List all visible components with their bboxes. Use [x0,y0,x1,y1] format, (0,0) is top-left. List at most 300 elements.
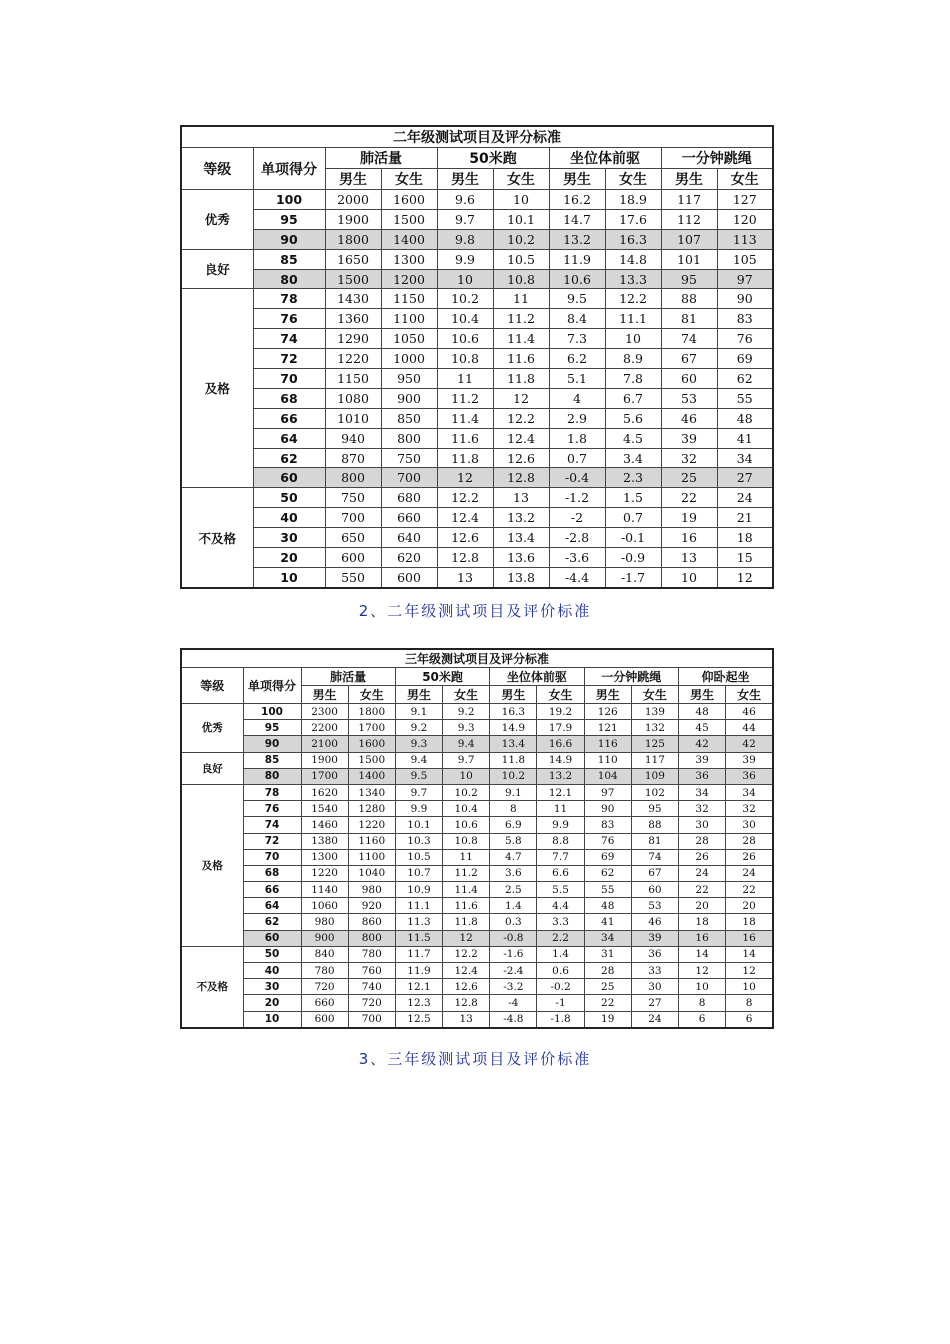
value-cell: 12 [679,963,726,979]
value-cell: 1220 [348,817,395,833]
value-cell: 53 [661,388,717,408]
value-cell: 1620 [301,784,348,800]
value-cell: 67 [631,865,678,881]
value-cell: 46 [631,914,678,930]
header-male: 男生 [325,169,381,190]
value-cell: 10.8 [437,349,493,369]
value-cell: 16 [726,930,773,946]
score-cell: 68 [253,388,325,408]
value-cell: 88 [631,817,678,833]
value-cell: 10.6 [443,817,490,833]
table-row [181,388,773,408]
value-cell: 112 [661,209,717,229]
value-cell: -2.4 [490,963,537,979]
value-cell: 48 [717,408,773,428]
value-cell: 10.4 [437,309,493,329]
score-cell: 85 [243,752,301,768]
value-cell: 780 [348,946,395,962]
value-cell: 920 [348,898,395,914]
value-cell: 14 [726,946,773,962]
value-cell: 13 [437,567,493,587]
value-cell: 67 [661,349,717,369]
table-row [181,209,773,229]
score-cell: 72 [253,349,325,369]
value-cell: 1220 [301,865,348,881]
value-cell: 1160 [348,833,395,849]
value-cell: 1060 [301,898,348,914]
value-cell: 10.2 [493,229,549,249]
value-cell: 9.5 [549,289,605,309]
value-cell: 18 [726,914,773,930]
table-row [181,865,773,881]
value-cell: 1400 [381,229,437,249]
value-cell: 24 [726,865,773,881]
value-cell: 1220 [325,349,381,369]
score-cell: 95 [243,720,301,736]
value-cell: 1900 [325,209,381,229]
table-row [181,752,773,768]
header-score: 单项得分 [243,668,301,704]
value-cell: 1280 [348,801,395,817]
value-cell: 19.2 [537,704,584,720]
grade-label: 及格 [181,289,253,488]
header-female: 女生 [348,686,395,704]
value-cell: 18.9 [605,190,661,210]
value-cell: 90 [584,801,631,817]
value-cell: 32 [726,801,773,817]
value-cell: 105 [717,249,773,269]
value-cell: 10 [437,269,493,289]
value-cell: 900 [301,930,348,946]
table-title: 二年级测试项目及评分标准 [181,126,773,148]
score-cell: 100 [243,704,301,720]
score-cell: 70 [253,369,325,389]
table-row [181,833,773,849]
value-cell: 12 [443,930,490,946]
value-cell: 28 [584,963,631,979]
value-cell: 13.6 [493,548,549,568]
value-cell: 9.1 [490,784,537,800]
value-cell: 740 [348,979,395,995]
value-cell: 3.3 [537,914,584,930]
value-cell: 1050 [381,329,437,349]
value-cell: 0.6 [537,963,584,979]
value-cell: -0.1 [605,528,661,548]
value-cell: 11 [537,801,584,817]
value-cell: 12.2 [493,408,549,428]
value-cell: 33 [631,963,678,979]
score-cell: 90 [253,229,325,249]
score-cell: 70 [243,849,301,865]
value-cell: 10.9 [395,882,442,898]
table-row [181,309,773,329]
value-cell: 700 [348,1011,395,1028]
value-cell: 1000 [381,349,437,369]
value-cell: 5.6 [605,408,661,428]
value-cell: 9.3 [443,720,490,736]
header-score: 单项得分 [253,148,325,190]
value-cell: 12.5 [395,1011,442,1028]
value-cell: 2.5 [490,882,537,898]
value-cell: 4 [549,388,605,408]
value-cell: 16 [679,930,726,946]
value-cell: 840 [301,946,348,962]
value-cell: 132 [631,720,678,736]
table-row [181,914,773,930]
header-item: 一分钟跳绳 [661,148,773,169]
value-cell: 10.2 [490,768,537,784]
value-cell: 16 [661,528,717,548]
value-cell: 32 [661,448,717,468]
score-cell: 74 [253,329,325,349]
value-cell: 62 [717,369,773,389]
value-cell: 9.8 [437,229,493,249]
value-cell: 9.7 [437,209,493,229]
header-item: 仰卧起坐 [679,668,774,686]
value-cell: 11.8 [443,914,490,930]
value-cell: 11.2 [493,309,549,329]
value-cell: 13.2 [493,508,549,528]
value-cell: 11.7 [395,946,442,962]
value-cell: 1080 [325,388,381,408]
value-cell: 88 [661,289,717,309]
value-cell: 3.4 [605,448,661,468]
value-cell: 2.9 [549,408,605,428]
value-cell: 1.4 [537,946,584,962]
value-cell: -2 [549,508,605,528]
value-cell: 13.3 [605,269,661,289]
table-row [181,979,773,995]
value-cell: 11.2 [437,388,493,408]
score-cell: 62 [243,914,301,930]
value-cell: 13.4 [490,736,537,752]
value-cell: 12.1 [537,784,584,800]
value-cell: 660 [301,995,348,1011]
value-cell: 10 [661,567,717,587]
value-cell: 76 [584,833,631,849]
score-cell: 62 [253,448,325,468]
value-cell: 2.3 [605,468,661,488]
value-cell: 1200 [381,269,437,289]
value-cell: 11.1 [395,898,442,914]
header-row [181,148,773,169]
score-cell: 64 [253,428,325,448]
value-cell: 980 [301,914,348,930]
value-cell: 110 [584,752,631,768]
value-cell: 9.5 [395,768,442,784]
header-item: 坐位体前驱 [490,668,584,686]
value-cell: 48 [584,898,631,914]
value-cell: 81 [661,309,717,329]
score-cell: 66 [253,408,325,428]
value-cell: 8 [679,995,726,1011]
value-cell: 11.8 [490,752,537,768]
header-male: 男生 [584,686,631,704]
score-cell: 80 [243,768,301,784]
header-male: 男生 [679,686,726,704]
score-cell: 90 [243,736,301,752]
value-cell: 16.6 [537,736,584,752]
value-cell: 10.4 [443,801,490,817]
value-cell: 41 [717,428,773,448]
value-cell: 940 [325,428,381,448]
table-row [181,720,773,736]
value-cell: 16.3 [605,229,661,249]
value-cell: 22 [726,882,773,898]
value-cell: 7.8 [605,369,661,389]
value-cell: -2.8 [549,528,605,548]
value-cell: 1150 [381,289,437,309]
value-cell: 1010 [325,408,381,428]
value-cell: 1100 [381,309,437,329]
value-cell: 121 [584,720,631,736]
value-cell: 15 [717,548,773,568]
value-cell: 12.4 [443,963,490,979]
table-row [181,736,773,752]
value-cell: 39 [631,930,678,946]
value-cell: 34 [679,784,726,800]
header-male: 男生 [301,686,348,704]
value-cell: 1540 [301,801,348,817]
value-cell: 16.2 [549,190,605,210]
table-row [181,289,773,309]
value-cell: 13.4 [493,528,549,548]
value-cell: 126 [584,704,631,720]
value-cell: 74 [661,329,717,349]
table-row [181,229,773,249]
value-cell: 10.5 [395,849,442,865]
header-female: 女生 [381,169,437,190]
value-cell: -1.8 [537,1011,584,1028]
table-row [181,704,773,720]
value-cell: 10.8 [493,269,549,289]
table-row [181,898,773,914]
value-cell: 10.8 [443,833,490,849]
value-cell: 17.6 [605,209,661,229]
value-cell: 39 [661,428,717,448]
header-item: 50米跑 [437,148,549,169]
value-cell: 12 [493,388,549,408]
table-row [181,946,773,962]
table-row [181,930,773,946]
table-row [181,508,773,528]
value-cell: 0.7 [549,448,605,468]
score-cell: 72 [243,833,301,849]
table-title-row [181,649,773,668]
value-cell: 60 [631,882,678,898]
value-cell: 10.2 [443,784,490,800]
value-cell: 69 [584,849,631,865]
value-cell: 22 [584,995,631,1011]
value-cell: 1400 [348,768,395,784]
value-cell: 860 [348,914,395,930]
value-cell: 12 [717,567,773,587]
value-cell: 550 [325,567,381,587]
score-cell: 20 [253,548,325,568]
value-cell: 20 [679,898,726,914]
grade2-standards-table [180,125,774,589]
header-item: 50米跑 [395,668,489,686]
value-cell: 127 [717,190,773,210]
value-cell: 19 [661,508,717,528]
value-cell: 13 [661,548,717,568]
value-cell: 22 [679,882,726,898]
value-cell: 7.3 [549,329,605,349]
table-row [181,768,773,784]
value-cell: 780 [301,963,348,979]
value-cell: 5.8 [490,833,537,849]
value-cell: 11.6 [493,349,549,369]
value-cell: 10.1 [493,209,549,229]
score-cell: 64 [243,898,301,914]
value-cell: 1900 [301,752,348,768]
value-cell: 660 [381,508,437,528]
value-cell: 8 [726,995,773,1011]
value-cell: 14.8 [605,249,661,269]
value-cell: 39 [726,752,773,768]
value-cell: 116 [584,736,631,752]
table-row [181,428,773,448]
value-cell: 12.2 [443,946,490,962]
value-cell: 12.4 [493,428,549,448]
value-cell: 30 [679,817,726,833]
value-cell: 120 [717,209,773,229]
table-row [181,995,773,1011]
value-cell: 0.3 [490,914,537,930]
value-cell: 45 [679,720,726,736]
value-cell: 18 [717,528,773,548]
value-cell: 680 [381,488,437,508]
value-cell: 36 [631,946,678,962]
value-cell: 11.3 [395,914,442,930]
value-cell: 900 [381,388,437,408]
table-row [181,784,773,800]
value-cell: 1340 [348,784,395,800]
value-cell: 11.9 [549,249,605,269]
table-row [181,528,773,548]
value-cell: 14 [679,946,726,962]
value-cell: 6 [726,1011,773,1028]
score-cell: 95 [253,209,325,229]
value-cell: 102 [631,784,678,800]
value-cell: 11.8 [493,369,549,389]
value-cell: 800 [381,428,437,448]
value-cell: 83 [717,309,773,329]
value-cell: 27 [631,995,678,1011]
table-row [181,548,773,568]
value-cell: 6.7 [605,388,661,408]
value-cell: 9.6 [437,190,493,210]
value-cell: 13.2 [537,768,584,784]
value-cell: 27 [717,468,773,488]
value-cell: 36 [679,768,726,784]
score-cell: 78 [253,289,325,309]
table-row [181,349,773,369]
table-row [181,801,773,817]
value-cell: 12.2 [605,289,661,309]
value-cell: 1380 [301,833,348,849]
header-item: 坐位体前驱 [549,148,661,169]
value-cell: 24 [717,488,773,508]
value-cell: 1300 [301,849,348,865]
header-female: 女生 [443,686,490,704]
value-cell: 21 [717,508,773,528]
value-cell: 13 [493,488,549,508]
value-cell: 620 [381,548,437,568]
table-row [181,249,773,269]
value-cell: 6.6 [537,865,584,881]
value-cell: 14.9 [537,752,584,768]
value-cell: 10.2 [437,289,493,309]
value-cell: 11.6 [443,898,490,914]
value-cell: 42 [679,736,726,752]
value-cell: 17.9 [537,720,584,736]
header-item: 肺活量 [301,668,395,686]
value-cell: 12.6 [437,528,493,548]
value-cell: 28 [679,833,726,849]
value-cell: -3.6 [549,548,605,568]
score-cell: 80 [253,269,325,289]
header-item: 肺活量 [325,148,437,169]
table-row [181,817,773,833]
value-cell: 4.4 [537,898,584,914]
value-cell: 1040 [348,865,395,881]
value-cell: 69 [717,349,773,369]
value-cell: 95 [631,801,678,817]
value-cell: 13.8 [493,567,549,587]
table-row [181,369,773,389]
value-cell: 1650 [325,249,381,269]
header-male: 男生 [437,169,493,190]
score-cell: 76 [253,309,325,329]
value-cell: 1.5 [605,488,661,508]
value-cell: 34 [726,784,773,800]
value-cell: -1.2 [549,488,605,508]
value-cell: 25 [661,468,717,488]
table-row [181,269,773,289]
score-cell: 76 [243,801,301,817]
value-cell: 1290 [325,329,381,349]
value-cell: -0.4 [549,468,605,488]
table-row [181,448,773,468]
header-item: 一分钟跳绳 [584,668,678,686]
value-cell: 12 [726,963,773,979]
value-cell: 10.5 [493,249,549,269]
value-cell: 6.9 [490,817,537,833]
score-cell: 40 [243,963,301,979]
value-cell: 10.6 [549,269,605,289]
header-male: 男生 [490,686,537,704]
value-cell: 12.8 [493,468,549,488]
value-cell: 11.4 [437,408,493,428]
value-cell: 14.7 [549,209,605,229]
value-cell: 16.3 [490,704,537,720]
value-cell: 53 [631,898,678,914]
score-cell: 68 [243,865,301,881]
value-cell: 1.4 [490,898,537,914]
value-cell: 1360 [325,309,381,329]
value-cell: 760 [348,963,395,979]
value-cell: -1 [537,995,584,1011]
value-cell: 1500 [348,752,395,768]
value-cell: 125 [631,736,678,752]
value-cell: 870 [325,448,381,468]
value-cell: 10.6 [437,329,493,349]
score-cell: 30 [243,979,301,995]
value-cell: 46 [661,408,717,428]
value-cell: 6 [679,1011,726,1028]
value-cell: -4.4 [549,567,605,587]
